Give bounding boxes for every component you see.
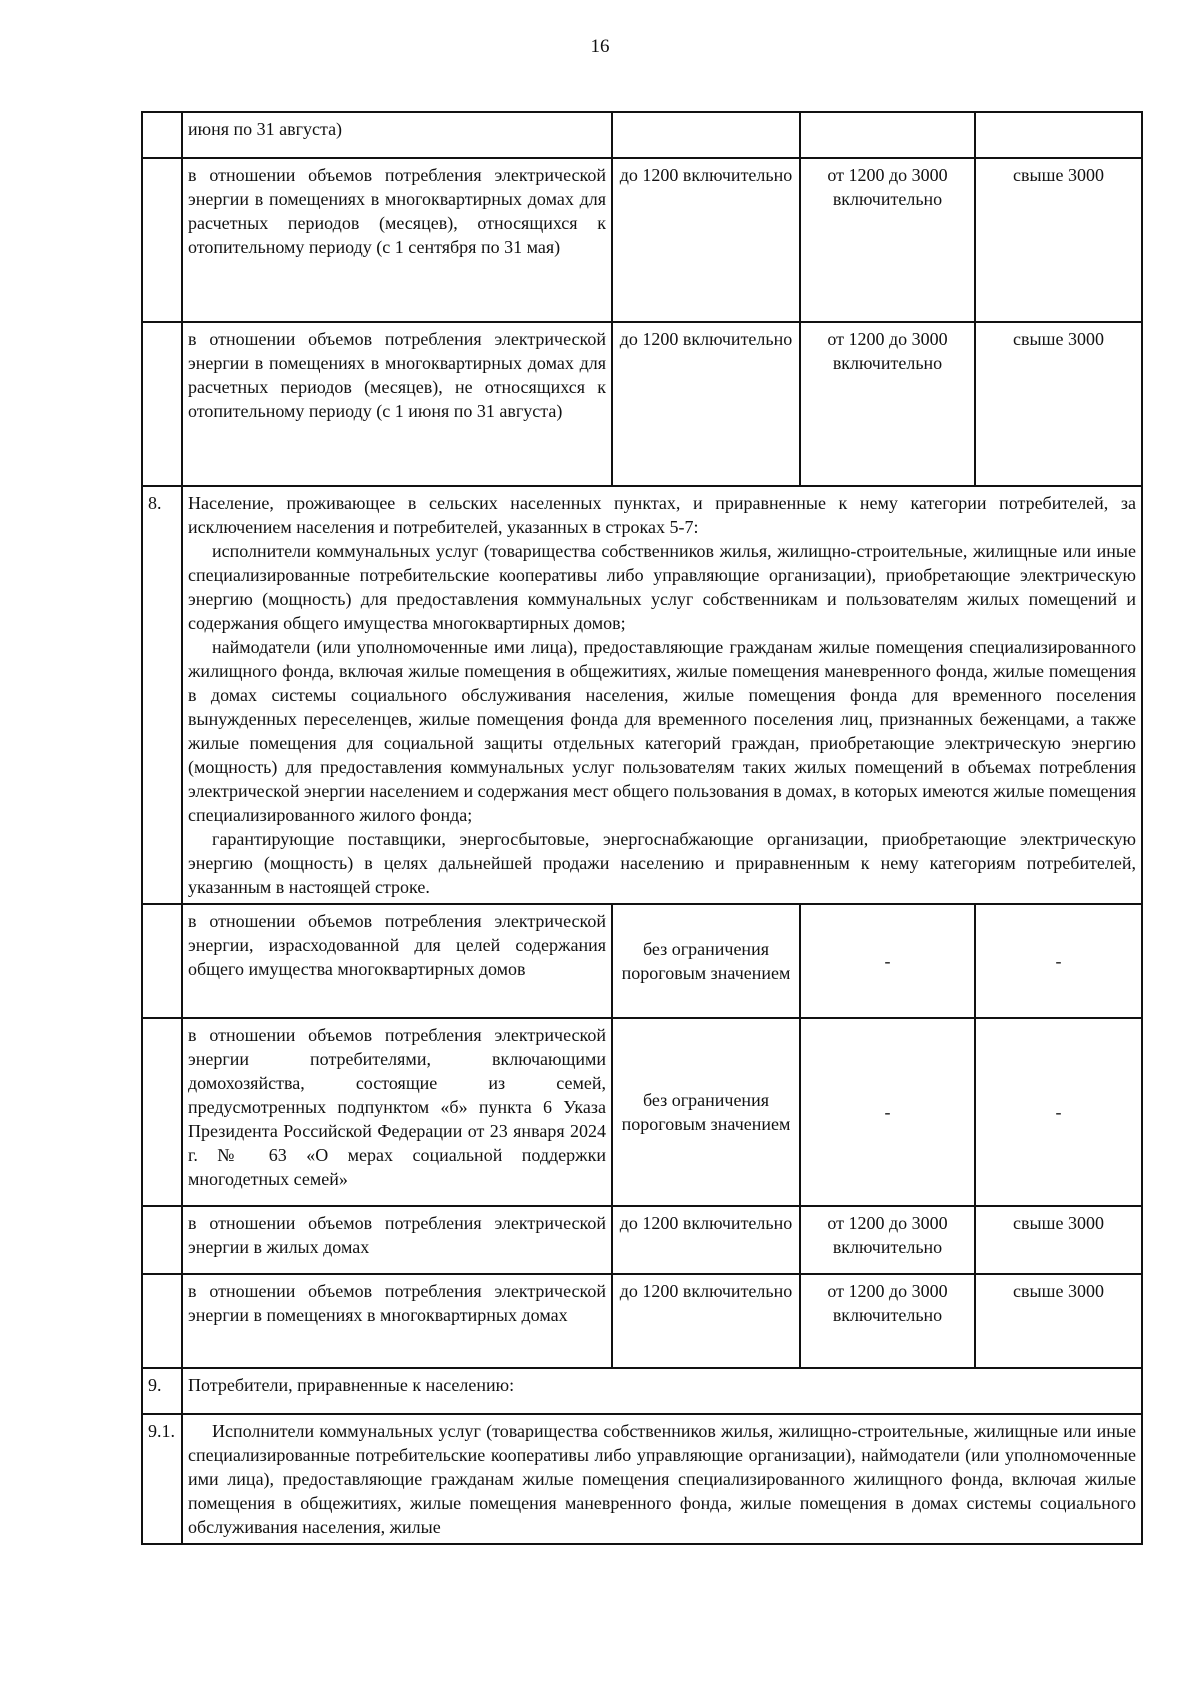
- threshold-2: от 1200 до 3000 включительно: [800, 1206, 975, 1274]
- threshold-1: без ограничения пороговым значением: [612, 1018, 800, 1206]
- threshold-3: [975, 112, 1142, 158]
- row-number: [142, 1206, 182, 1274]
- threshold-1: без ограничения пороговым значением: [612, 904, 800, 1018]
- tariff-table: [141, 111, 1143, 1545]
- threshold-1: до 1200 включительно: [612, 1206, 800, 1274]
- threshold-3: свыше 3000: [975, 158, 1142, 322]
- threshold-1: до 1200 включительно: [612, 1274, 800, 1368]
- row-number: [142, 1018, 182, 1206]
- threshold-2: -: [800, 1018, 975, 1206]
- row-number: [142, 158, 182, 322]
- threshold-3: свыше 3000: [975, 322, 1142, 486]
- threshold-1: [612, 112, 800, 158]
- table-row: [142, 1368, 1142, 1414]
- row-number: [142, 1274, 182, 1368]
- threshold-2: от 1200 до 3000 включительно: [800, 322, 975, 486]
- table-row: [142, 1206, 1142, 1274]
- table-row: [142, 158, 1142, 322]
- threshold-3: свыше 3000: [975, 1274, 1142, 1368]
- row-8-text: [182, 486, 1142, 904]
- table-row: [142, 904, 1142, 1018]
- row-8-intro: Население, проживающее в сельских населенных пунктах, и приравненные к нему категории потребителей, за исключением населения и потребителей, указанных в строках 5-7:: [188, 493, 1136, 537]
- row-8-paragraph-1: исполнители коммунальных услуг (товарищества собственников жилья, жилищно-строительные, жилищные или иные специализированные потребительские кооперативы либо управляющие организации), приобретающие электрическую энергию (мощность) для предоставления коммунальных услуг собственникам и пользователям жилых помещений и содержания общего имущества многоквартирных домов;: [188, 541, 1136, 633]
- row-description: июня по 31 августа): [182, 112, 612, 158]
- row-number: 8.: [142, 486, 182, 904]
- table-row: [142, 322, 1142, 486]
- threshold-3: -: [975, 904, 1142, 1018]
- row-9-text: Потребители, приравненные к населению:: [182, 1368, 1142, 1414]
- threshold-3: свыше 3000: [975, 1206, 1142, 1274]
- threshold-2: [800, 112, 975, 158]
- threshold-3: -: [975, 1018, 1142, 1206]
- threshold-1: до 1200 включительно: [612, 322, 800, 486]
- row-description: в отношении объемов потребления электрической энергии в жилых домах: [182, 1206, 612, 1274]
- table-row: [142, 112, 1142, 158]
- row-8-paragraph-2: наймодатели (или уполномоченные ими лица), предоставляющие гражданам жилые помещения специализированного жилищного фонда, включая жилые помещения в общежитиях, жилые помещения маневренного фонда, жилые помещения в домах системы социального обслуживания населения, жилые помещения фонда для временного поселения вынужденных переселенцев, жилые помещения фонда для временного поселения лиц, признанных беженцами, а также жилые помещения для социальной защиты отдельных категорий граждан, приобретающие электрическую энергию (мощность) для предоставления коммунальных услуг пользователям таких жилых помещений в объемах потребления электрической энергии населением и содержания мест общего пользования в домах, в которых имеются жилые помещения специализированного жилого фонда;: [188, 637, 1136, 825]
- row-number: [142, 112, 182, 158]
- row-description: в отношении объемов потребления электрической энергии, израсходованной для целей содержания общего имущества многоквартирных домов: [182, 904, 612, 1018]
- row-number: 9.: [142, 1368, 182, 1414]
- row-number: [142, 904, 182, 1018]
- table-row: [142, 1018, 1142, 1206]
- row-description: в отношении объемов потребления электрической энергии в помещениях в многоквартирных домах для расчетных периодов (месяцев), относящихся к отопительному периоду (с 1 сентября по 31 мая): [182, 158, 612, 322]
- table-row: [142, 1414, 1142, 1544]
- threshold-2: от 1200 до 3000 включительно: [800, 158, 975, 322]
- table-row: [142, 486, 1142, 904]
- row-8-paragraph-3: гарантирующие поставщики, энергосбытовые, энергоснабжающие организации, приобретающие электрическую энергию (мощность) в целях дальнейшей продажи населению и приравненным к нему категориям потребителей, указанным в настоящей строке.: [188, 829, 1136, 897]
- threshold-1: до 1200 включительно: [612, 158, 800, 322]
- row-number: 9.1.: [142, 1414, 182, 1544]
- threshold-2: от 1200 до 3000 включительно: [800, 1274, 975, 1368]
- row-description: в отношении объемов потребления электрической энергии в помещениях в многоквартирных домах для расчетных периодов (месяцев), не относящихся к отопительному периоду (с 1 июня по 31 августа): [182, 322, 612, 486]
- row-number: [142, 322, 182, 486]
- threshold-2: -: [800, 904, 975, 1018]
- row-description: в отношении объемов потребления электрической энергии в помещениях в многоквартирных домах: [182, 1274, 612, 1368]
- row-description: в отношении объемов потребления электрической энергии потребителями, включающими домохозяйства, состоящие из семей, предусмотренных подпунктом «б» пункта 6 Указа Президента Российской Федерации от 23 января 2024 г. № 63 «О мерах социальной поддержки многодетных семей»: [182, 1018, 612, 1206]
- table-row: [142, 1274, 1142, 1368]
- page-number: 16: [590, 36, 610, 57]
- row-9-1-text: Исполнители коммунальных услуг (товарищества собственников жилья, жилищно-строительные, жилищные или иные специализированные потребительские кооперативы либо управляющие организации), наймодатели (или уполномоченные ими лица), предоставляющие гражданам жилые помещения специализированного жилищного фонда, включая жилые помещения в общежитиях, жилые помещения маневренного фонда, жилые помещения в домах системы социального обслуживания населения, жилые: [182, 1414, 1142, 1544]
